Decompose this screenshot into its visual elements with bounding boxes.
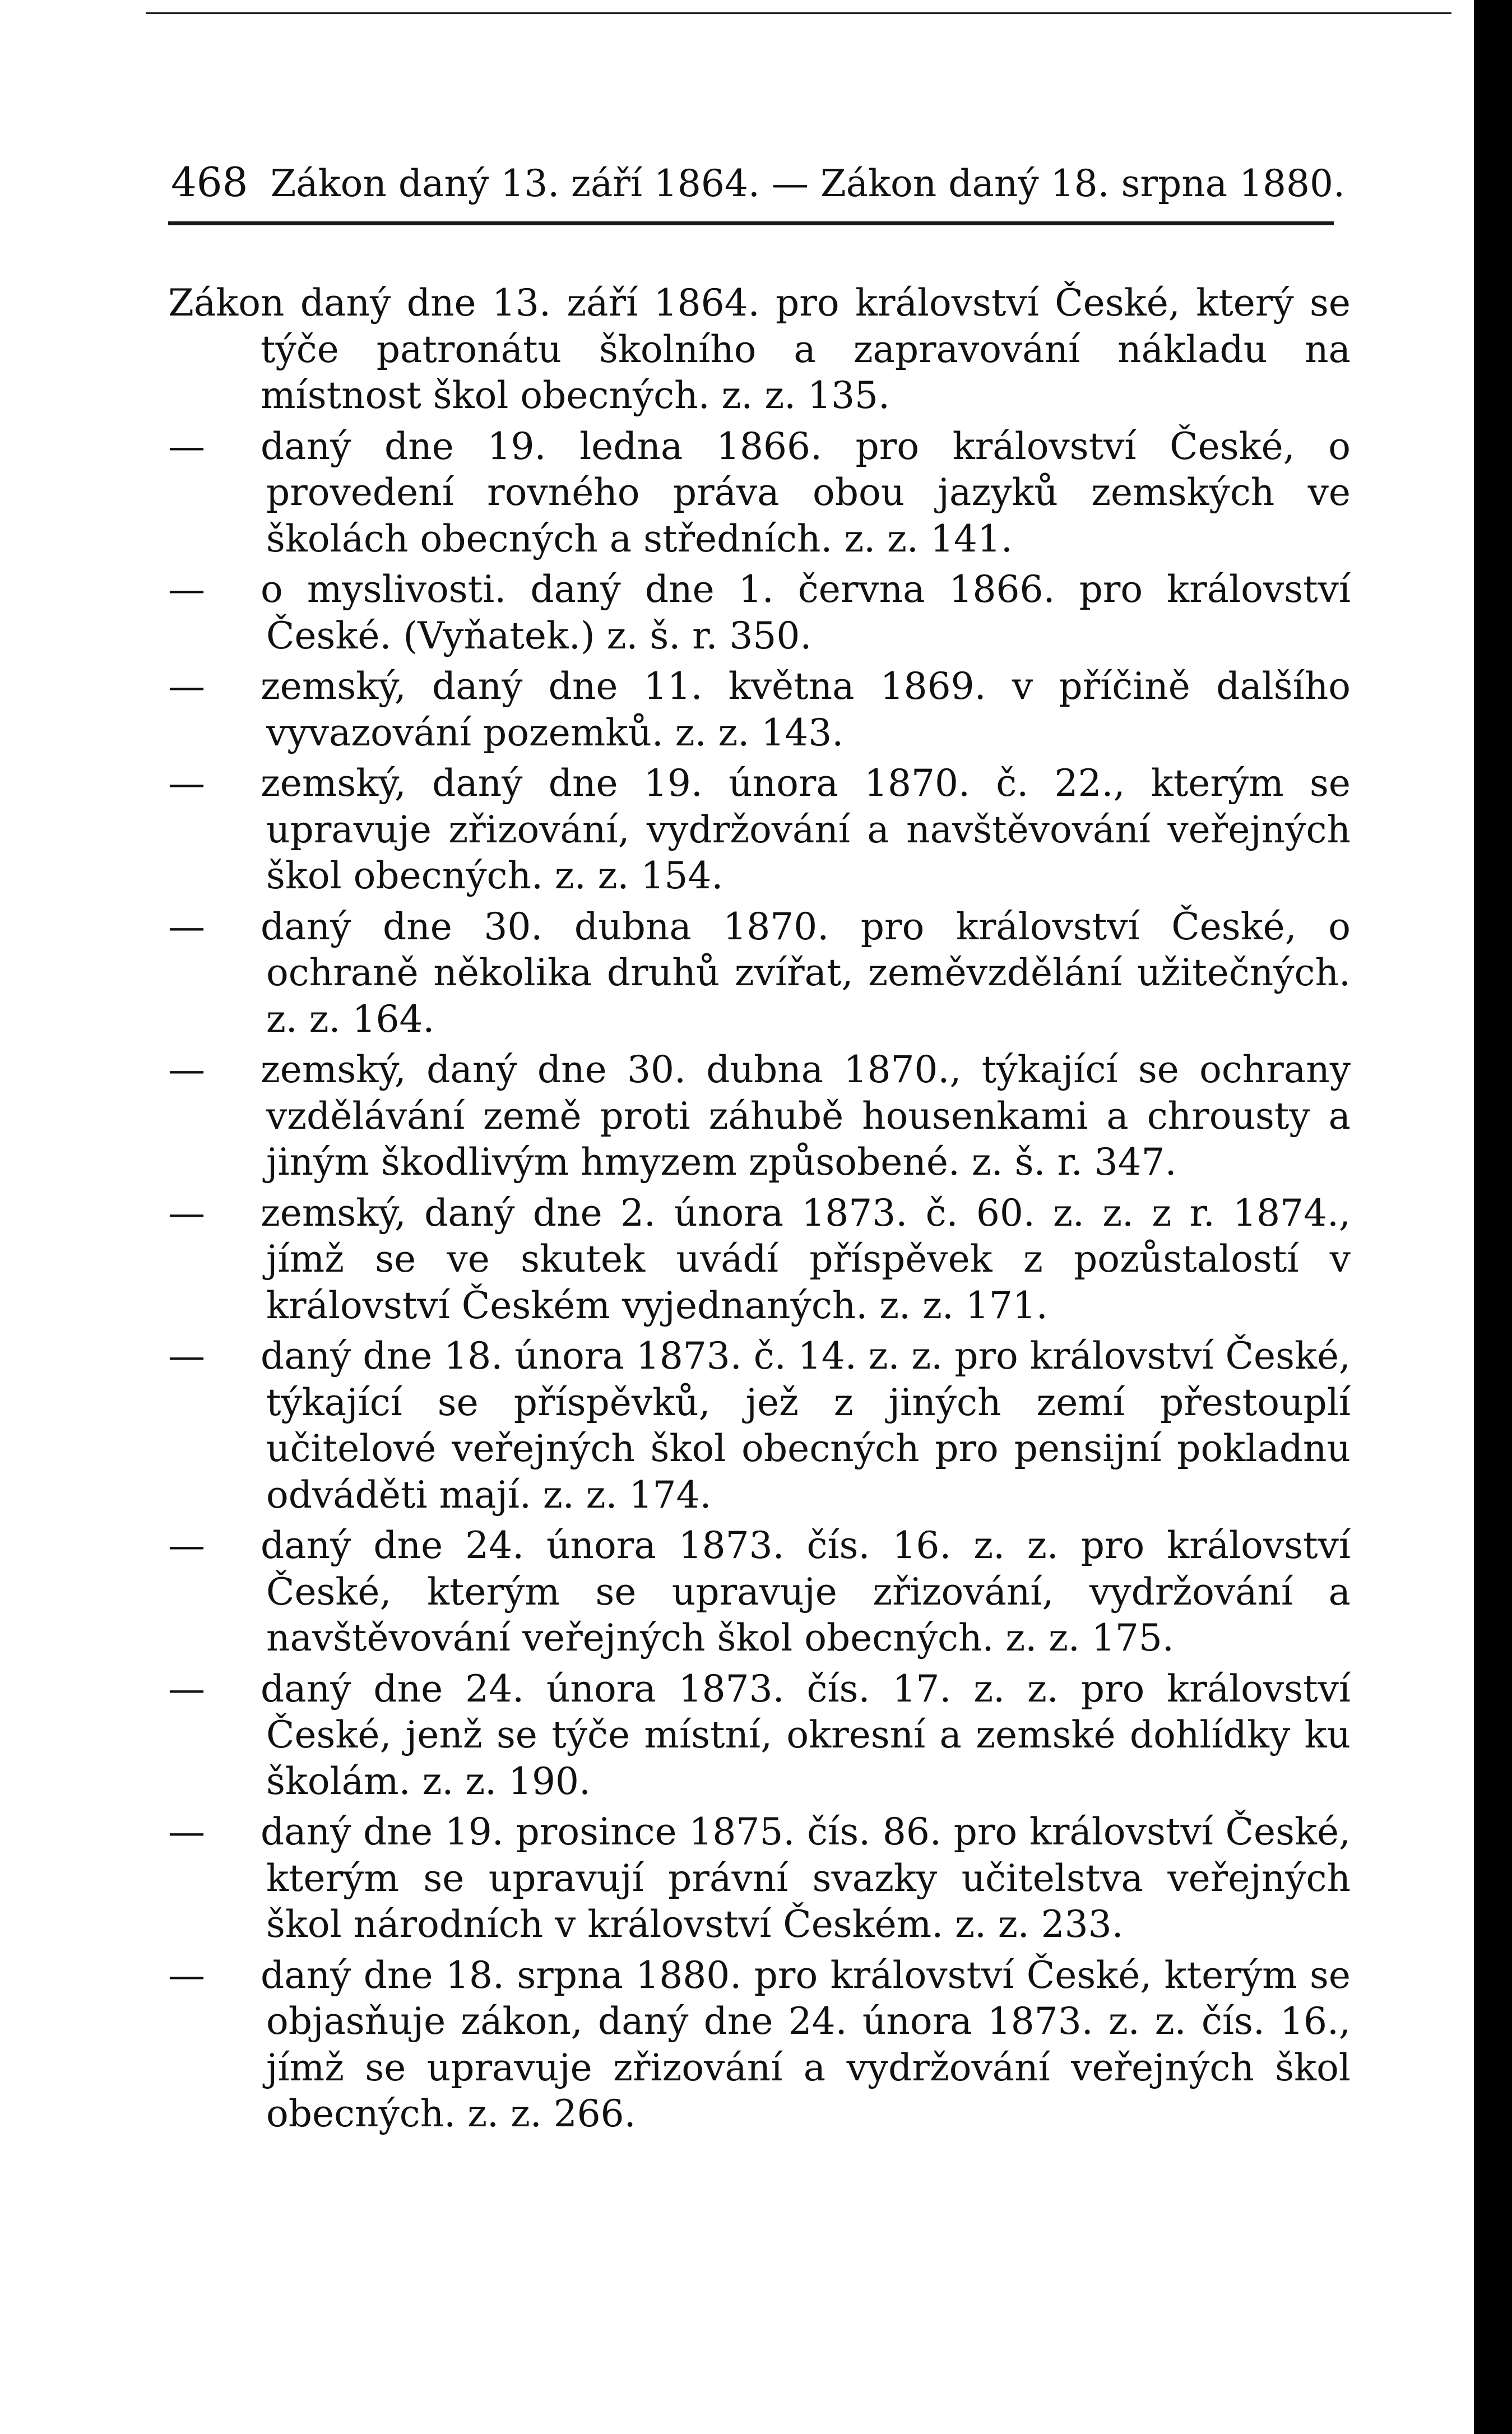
entry-text: daný dne 18. února 1873. č. 14. z. z. pro království České, týkající se příspěvků, jež z jiných zemí přestouplí učitelové veřejných škol obecných pro pensijní pokladnu odváděti mají. z. z. 174.	[261, 1334, 1351, 1517]
entry-dash: —	[168, 1524, 205, 1567]
index-entry	[168, 1047, 1351, 1186]
entry-text: daný dne 19. ledna 1866. pro království České, o provedení rovného práva obou jazyků zemských ve školách obecných a středních. z. z. 141.	[261, 424, 1351, 560]
entry-text: daný dne 19. prosince 1875. čís. 86. pro království České, kterým se upravují právní svazky učitelstva veřejných škol národních v království Českém. z. z. 233.	[261, 1810, 1351, 1946]
entry-text: zemský, daný dne 2. února 1873. č. 60. z. z. z r. 1874., jímž se ve skutek uvádí příspěvek z pozůstalostí v království Českém vyjednaných. z. z. 171.	[261, 1191, 1351, 1327]
entry-dash: —	[168, 1667, 205, 1710]
index-entry	[168, 1809, 1351, 1948]
entry-dash: —	[168, 1953, 205, 1997]
index-entry	[168, 1523, 1351, 1662]
entry-text: zemský, daný dne 30. dubna 1870., týkající se ochrany vzdělávání země proti záhubě housenkami a chrousty a jiným škodlivým hmyzem způsobené. z. š. r. 347.	[261, 1048, 1351, 1184]
entry-dash: —	[168, 762, 205, 805]
entry-text: daný dne 24. února 1873. čís. 16. z. z. pro království České, kterým se upravuje zřizování, vydržování a navštěvování veřejných škol obecných. z. z. 175.	[261, 1524, 1351, 1659]
entry-text: o myslivosti. daný dne 1. června 1866. pro království České. (Vyňatek.) z. š. r. 350.	[261, 568, 1351, 657]
index-entry	[168, 1333, 1351, 1518]
entry-dash: —	[168, 665, 205, 708]
index-entry	[168, 761, 1351, 900]
header-rule	[168, 221, 1334, 225]
index-entry	[168, 664, 1351, 756]
running-header	[171, 157, 1346, 207]
entry-text: daný dne 18. srpna 1880. pro království České, kterým se objasňuje zákon, daný dne 24. února 1873. z. z. čís. 16., jímž se upravuje zřizování a vydržování veřejných škol obecných. z. z. 266.	[261, 1953, 1351, 2135]
index-entry	[168, 567, 1351, 659]
index-entry	[168, 280, 1351, 419]
index-entry	[168, 424, 1351, 563]
entry-text: zemský, daný dne 19. února 1870. č. 22., kterým se upravuje zřizování, vydržování a navštěvování veřejných škol obecných. z. z. 154.	[261, 762, 1351, 897]
entry-dash: —	[168, 1191, 205, 1235]
index-entry	[168, 1190, 1351, 1329]
index-entry	[168, 904, 1351, 1043]
running-title: Zákon daný 13. září 1864. — Zákon daný 18. srpna 1880.	[270, 162, 1346, 205]
index-entry	[168, 1666, 1351, 1805]
index-entries	[168, 280, 1351, 2142]
index-entry	[168, 1953, 1351, 2138]
entry-dash: —	[168, 1334, 205, 1378]
entry-text: daný dne 30. dubna 1870. pro království České, o ochraně několika druhů zvířat, zeměvzdělání užitečných. z. z. 164.	[261, 905, 1351, 1041]
entry-text: zemský, daný dne 11. května 1869. v příčině dalšího vyvazování pozemků. z. z. 143.	[261, 665, 1351, 754]
entry-dash: —	[168, 1810, 205, 1853]
entry-text: daný dne 24. února 1873. čís. 17. z. z. pro království České, jenž se týče místní, okresní a zemské dohlídky ku školám. z. z. 190.	[261, 1667, 1351, 1803]
entry-dash: —	[168, 424, 205, 468]
scan-edge	[1474, 0, 1512, 2434]
entry-dash: —	[168, 905, 205, 948]
page-number: 468	[171, 159, 248, 206]
entry-dash: —	[168, 1048, 205, 1091]
entry-dash: —	[168, 568, 205, 611]
top-border-line	[146, 12, 1451, 14]
entry-text: Zákon daný dne 13. září 1864. pro království České, který se týče patronátu školního a zapravování nákladu na místnost škol obecných. z. z. 135.	[168, 281, 1351, 417]
